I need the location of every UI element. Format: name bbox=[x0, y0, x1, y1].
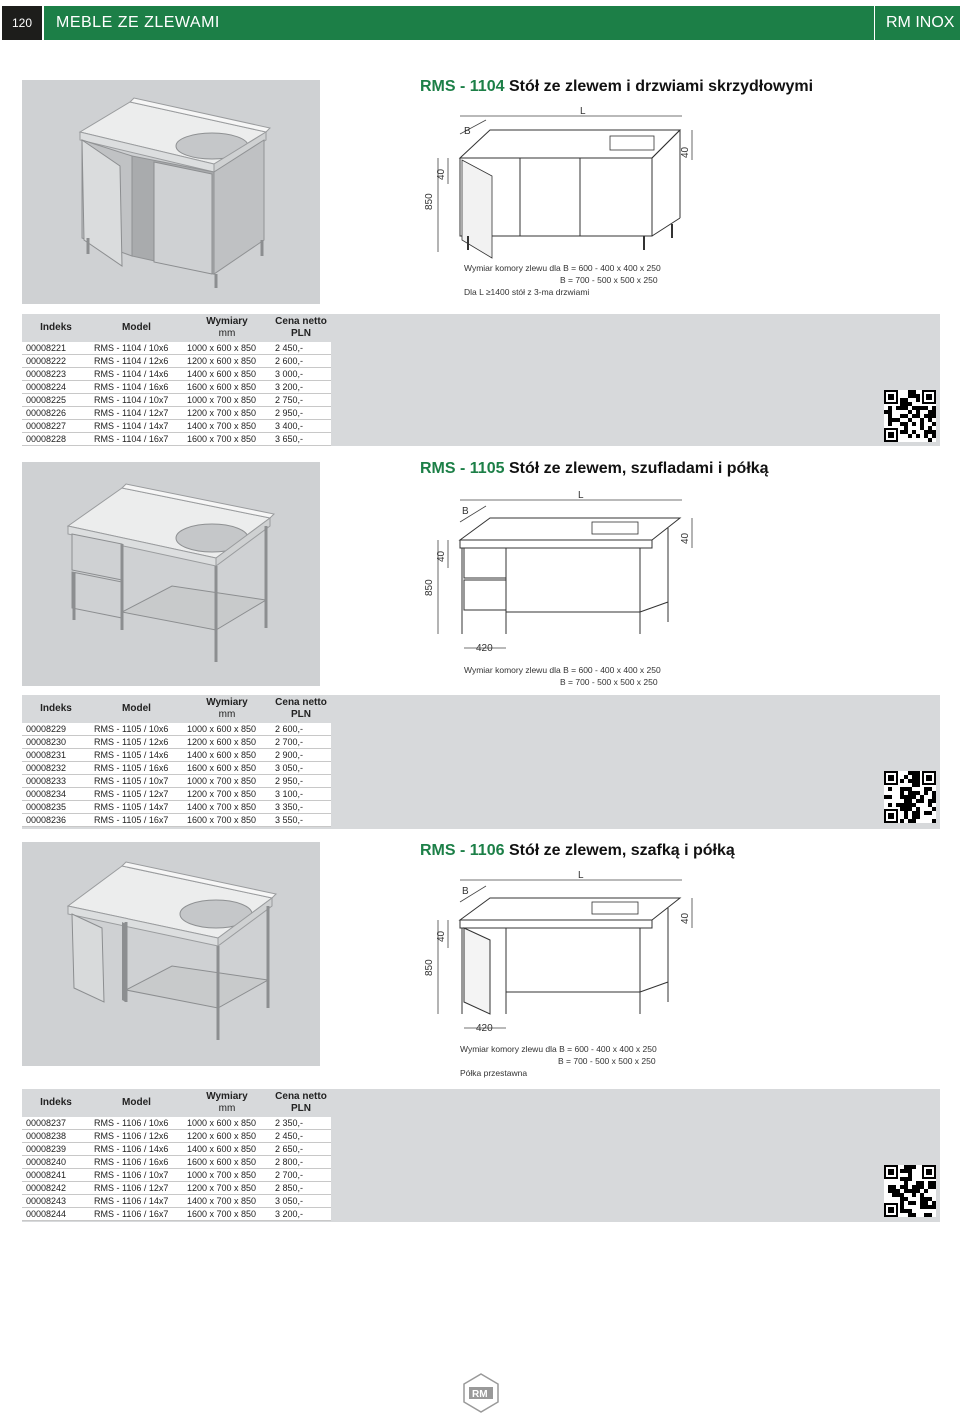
cell-cena: 3 400,- bbox=[271, 420, 331, 433]
dim-L: L bbox=[580, 106, 586, 117]
table-row bbox=[22, 355, 331, 368]
cell-model: RMS - 1104 / 12x7 bbox=[90, 407, 183, 420]
tech-drawing-1104 bbox=[420, 100, 700, 260]
cell-indeks: 00008221 bbox=[22, 342, 90, 355]
cell-model: RMS - 1106 / 10x6 bbox=[90, 1117, 183, 1130]
cell-model: RMS - 1104 / 16x6 bbox=[90, 381, 183, 394]
table-row bbox=[22, 775, 331, 788]
cell-wymiary: 1400 x 600 x 850 bbox=[183, 1143, 271, 1156]
col-indeks: Indeks bbox=[40, 322, 72, 333]
table-row bbox=[22, 381, 331, 394]
table-row bbox=[22, 749, 331, 762]
tech-drawing-1106 bbox=[420, 864, 700, 1034]
dim-L: L bbox=[578, 870, 584, 881]
table-row bbox=[22, 342, 331, 355]
header-divider bbox=[874, 6, 875, 40]
cell-model: RMS - 1106 / 14x6 bbox=[90, 1143, 183, 1156]
notes-1106 bbox=[460, 1043, 657, 1079]
product-photo-1104 bbox=[22, 80, 320, 304]
price-table-box-1106 bbox=[22, 1089, 940, 1222]
cell-cena: 3 200,- bbox=[271, 381, 331, 394]
note-line: Wymiar komory zlewu dla B = 600 - 400 x 400 x 250 bbox=[460, 1044, 657, 1054]
price-table-box-1105 bbox=[22, 695, 940, 829]
cell-wymiary: 1400 x 700 x 850 bbox=[183, 420, 271, 433]
cell-model: RMS - 1105 / 12x6 bbox=[90, 736, 183, 749]
table-row bbox=[22, 368, 331, 381]
cell-indeks: 00008223 bbox=[22, 368, 90, 381]
col-wymiary: Wymiary mm bbox=[206, 316, 248, 339]
header-band bbox=[44, 6, 960, 40]
product-code: RMS - 1106 bbox=[420, 842, 505, 859]
col-indeks: Indeks bbox=[40, 1097, 72, 1108]
note-line: B = 700 - 500 x 500 x 250 bbox=[560, 275, 658, 285]
cell-indeks: 00008227 bbox=[22, 420, 90, 433]
table-row bbox=[22, 1156, 331, 1169]
dim-L: L bbox=[578, 490, 584, 501]
rm-logo-text: RM bbox=[472, 1389, 488, 1400]
qr-code-1105[interactable] bbox=[884, 771, 936, 823]
col-cena: Cena netto PLN bbox=[275, 697, 327, 720]
table-header-row bbox=[22, 695, 331, 723]
cell-cena: 2 950,- bbox=[271, 407, 331, 420]
cell-model: RMS - 1105 / 14x6 bbox=[90, 749, 183, 762]
dim-420: 420 bbox=[476, 1023, 493, 1034]
cell-wymiary: 1600 x 700 x 850 bbox=[183, 433, 271, 446]
cell-cena: 2 650,- bbox=[271, 1143, 331, 1156]
cell-indeks: 00008228 bbox=[22, 433, 90, 446]
cell-indeks: 00008241 bbox=[22, 1169, 90, 1182]
cell-indeks: 00008234 bbox=[22, 788, 90, 801]
table-row bbox=[22, 420, 331, 433]
cell-model: RMS - 1104 / 14x6 bbox=[90, 368, 183, 381]
cell-wymiary: 1000 x 700 x 850 bbox=[183, 775, 271, 788]
col-cena: Cena netto PLN bbox=[275, 316, 327, 339]
cell-cena: 2 350,- bbox=[271, 1117, 331, 1130]
table-body bbox=[22, 342, 331, 446]
col-model: Model bbox=[122, 322, 151, 333]
cell-cena: 3 650,- bbox=[271, 433, 331, 446]
cell-model: RMS - 1106 / 14x7 bbox=[90, 1195, 183, 1208]
cell-wymiary: 1600 x 600 x 850 bbox=[183, 381, 271, 394]
cell-indeks: 00008238 bbox=[22, 1130, 90, 1143]
cell-indeks: 00008232 bbox=[22, 762, 90, 775]
price-table-box-1104 bbox=[22, 314, 940, 446]
cell-indeks: 00008242 bbox=[22, 1182, 90, 1195]
cell-wymiary: 1000 x 700 x 850 bbox=[183, 394, 271, 407]
table-body bbox=[22, 1117, 331, 1221]
cell-cena: 3 550,- bbox=[271, 814, 331, 827]
qr-code-1106[interactable] bbox=[884, 1165, 936, 1217]
qr-code-1104[interactable] bbox=[884, 390, 936, 442]
note-line: Dla L ≥1400 stół z 3-ma drzwiami bbox=[464, 287, 590, 297]
table-row bbox=[22, 394, 331, 407]
dim-40: 40 bbox=[436, 930, 447, 942]
cell-wymiary: 1400 x 600 x 850 bbox=[183, 368, 271, 381]
table-row bbox=[22, 814, 331, 827]
cell-indeks: 00008231 bbox=[22, 749, 90, 762]
sink-table-drawers-image bbox=[22, 462, 320, 686]
cell-model: RMS - 1105 / 16x6 bbox=[90, 762, 183, 775]
notes-1105 bbox=[464, 664, 661, 688]
cell-cena: 3 000,- bbox=[271, 368, 331, 381]
col-wymiary: Wymiary mm bbox=[206, 1091, 248, 1114]
cell-indeks: 00008222 bbox=[22, 355, 90, 368]
cell-wymiary: 1200 x 700 x 850 bbox=[183, 1182, 271, 1195]
note-line: Wymiar komory zlewu dla B = 600 - 400 x 400 x 250 bbox=[464, 665, 661, 675]
cell-cena: 2 800,- bbox=[271, 1156, 331, 1169]
table-row bbox=[22, 1208, 331, 1221]
cell-indeks: 00008226 bbox=[22, 407, 90, 420]
dim-40-right: 40 bbox=[680, 146, 691, 158]
cell-wymiary: 1200 x 600 x 850 bbox=[183, 355, 271, 368]
cell-model: RMS - 1104 / 12x6 bbox=[90, 355, 183, 368]
product-code: RMS - 1104 bbox=[420, 78, 505, 95]
table-body bbox=[22, 723, 331, 827]
cell-cena: 2 950,- bbox=[271, 775, 331, 788]
rm-logo bbox=[460, 1372, 502, 1414]
col-model: Model bbox=[122, 1097, 151, 1108]
product-name: Stół ze zlewem, szufladami i półką bbox=[508, 460, 769, 477]
tech-drawing-1105 bbox=[420, 484, 700, 654]
table-row bbox=[22, 723, 331, 736]
table-row bbox=[22, 1169, 331, 1182]
product-photo-1106 bbox=[22, 842, 320, 1066]
col-indeks: Indeks bbox=[40, 703, 72, 714]
cell-wymiary: 1200 x 700 x 850 bbox=[183, 407, 271, 420]
col-model: Model bbox=[122, 703, 151, 714]
product-title-1106 bbox=[420, 842, 735, 860]
table-row bbox=[22, 788, 331, 801]
table-header-row bbox=[22, 314, 331, 342]
dim-850: 850 bbox=[424, 193, 435, 210]
cell-indeks: 00008229 bbox=[22, 723, 90, 736]
sink-table-cabinet-image bbox=[22, 842, 320, 1066]
page-number: 120 bbox=[2, 6, 42, 40]
cell-model: RMS - 1105 / 10x7 bbox=[90, 775, 183, 788]
cell-indeks: 00008230 bbox=[22, 736, 90, 749]
cell-model: RMS - 1106 / 12x6 bbox=[90, 1130, 183, 1143]
product-title-1104 bbox=[420, 78, 813, 96]
col-cena: Cena netto PLN bbox=[275, 1091, 327, 1114]
table-row bbox=[22, 407, 331, 420]
cell-wymiary: 1400 x 600 x 850 bbox=[183, 749, 271, 762]
table-row bbox=[22, 1143, 331, 1156]
cell-wymiary: 1400 x 700 x 850 bbox=[183, 1195, 271, 1208]
cell-model: RMS - 1104 / 16x7 bbox=[90, 433, 183, 446]
cell-indeks: 00008224 bbox=[22, 381, 90, 394]
cell-wymiary: 1600 x 600 x 850 bbox=[183, 762, 271, 775]
cell-model: RMS - 1106 / 10x7 bbox=[90, 1169, 183, 1182]
notes-1104 bbox=[464, 262, 661, 298]
dim-420: 420 bbox=[476, 643, 493, 654]
price-table-1104 bbox=[22, 314, 331, 446]
note-line: Półka przestawna bbox=[460, 1068, 528, 1078]
product-name: Stół ze zlewem i drzwiami skrzydłowymi bbox=[508, 78, 814, 95]
cell-cena: 2 450,- bbox=[271, 1130, 331, 1143]
table-row bbox=[22, 1130, 331, 1143]
cell-indeks: 00008240 bbox=[22, 1156, 90, 1169]
table-header-row bbox=[22, 1089, 331, 1117]
cell-indeks: 00008236 bbox=[22, 814, 90, 827]
dim-850: 850 bbox=[424, 579, 435, 596]
cell-wymiary: 1000 x 700 x 850 bbox=[183, 1169, 271, 1182]
dim-850: 850 bbox=[424, 959, 435, 976]
cell-cena: 3 050,- bbox=[271, 1195, 331, 1208]
cell-cena: 2 850,- bbox=[271, 1182, 331, 1195]
table-row bbox=[22, 762, 331, 775]
cell-cena: 2 700,- bbox=[271, 736, 331, 749]
cell-model: RMS - 1104 / 14x7 bbox=[90, 420, 183, 433]
cell-indeks: 00008243 bbox=[22, 1195, 90, 1208]
product-code: RMS - 1105 bbox=[420, 460, 505, 477]
price-table-1105 bbox=[22, 695, 331, 827]
cell-model: RMS - 1105 / 10x6 bbox=[90, 723, 183, 736]
note-line: Wymiar komory zlewu dla B = 600 - 400 x 400 x 250 bbox=[464, 263, 661, 273]
table-row bbox=[22, 433, 331, 446]
product-title-1105 bbox=[420, 460, 769, 478]
cell-wymiary: 1200 x 600 x 850 bbox=[183, 736, 271, 749]
cell-indeks: 00008235 bbox=[22, 801, 90, 814]
product-photo-1105 bbox=[22, 462, 320, 686]
dim-B: B bbox=[464, 126, 471, 137]
cell-indeks: 00008225 bbox=[22, 394, 90, 407]
cell-cena: 3 350,- bbox=[271, 801, 331, 814]
cell-indeks: 00008244 bbox=[22, 1208, 90, 1221]
cell-cena: 2 700,- bbox=[271, 1169, 331, 1182]
dim-40-right: 40 bbox=[680, 912, 691, 924]
product-name: Stół ze zlewem, szafką i półką bbox=[508, 842, 735, 859]
cell-cena: 3 200,- bbox=[271, 1208, 331, 1221]
table-row bbox=[22, 801, 331, 814]
cell-model: RMS - 1105 / 16x7 bbox=[90, 814, 183, 827]
cell-cena: 2 750,- bbox=[271, 394, 331, 407]
cell-wymiary: 1000 x 600 x 850 bbox=[183, 723, 271, 736]
cell-cena: 2 600,- bbox=[271, 355, 331, 368]
page-header bbox=[0, 6, 960, 40]
dim-40-right: 40 bbox=[680, 532, 691, 544]
cell-cena: 2 900,- bbox=[271, 749, 331, 762]
cell-wymiary: 1400 x 700 x 850 bbox=[183, 801, 271, 814]
sink-table-doors-image bbox=[22, 80, 320, 304]
cell-model: RMS - 1106 / 16x7 bbox=[90, 1208, 183, 1221]
dim-B: B bbox=[462, 506, 469, 517]
cell-model: RMS - 1104 / 10x6 bbox=[90, 342, 183, 355]
section-title: MEBLE ZE ZLEWAMI bbox=[56, 14, 220, 31]
cell-cena: 3 100,- bbox=[271, 788, 331, 801]
cell-wymiary: 1000 x 600 x 850 bbox=[183, 342, 271, 355]
table-row bbox=[22, 1195, 331, 1208]
brand-name: RM INOX bbox=[886, 14, 955, 31]
dim-40: 40 bbox=[436, 550, 447, 562]
cell-model: RMS - 1106 / 16x6 bbox=[90, 1156, 183, 1169]
cell-model: RMS - 1105 / 14x7 bbox=[90, 801, 183, 814]
note-line: B = 700 - 500 x 500 x 250 bbox=[560, 677, 658, 687]
cell-wymiary: 1600 x 700 x 850 bbox=[183, 1208, 271, 1221]
table-row bbox=[22, 736, 331, 749]
cell-wymiary: 1600 x 600 x 850 bbox=[183, 1156, 271, 1169]
cell-wymiary: 1600 x 700 x 850 bbox=[183, 814, 271, 827]
table-row bbox=[22, 1182, 331, 1195]
price-table-1106 bbox=[22, 1089, 331, 1221]
cell-model: RMS - 1106 / 12x7 bbox=[90, 1182, 183, 1195]
dim-B: B bbox=[462, 886, 469, 897]
cell-wymiary: 1200 x 600 x 850 bbox=[183, 1130, 271, 1143]
cell-wymiary: 1000 x 600 x 850 bbox=[183, 1117, 271, 1130]
cell-indeks: 00008237 bbox=[22, 1117, 90, 1130]
cell-cena: 3 050,- bbox=[271, 762, 331, 775]
table-row bbox=[22, 1117, 331, 1130]
cell-wymiary: 1200 x 700 x 850 bbox=[183, 788, 271, 801]
cell-indeks: 00008233 bbox=[22, 775, 90, 788]
cell-cena: 2 600,- bbox=[271, 723, 331, 736]
cell-model: RMS - 1104 / 10x7 bbox=[90, 394, 183, 407]
cell-model: RMS - 1105 / 12x7 bbox=[90, 788, 183, 801]
col-wymiary: Wymiary mm bbox=[206, 697, 248, 720]
dim-40: 40 bbox=[436, 168, 447, 180]
note-line: B = 700 - 500 x 500 x 250 bbox=[558, 1056, 656, 1066]
cell-indeks: 00008239 bbox=[22, 1143, 90, 1156]
cell-cena: 2 450,- bbox=[271, 342, 331, 355]
